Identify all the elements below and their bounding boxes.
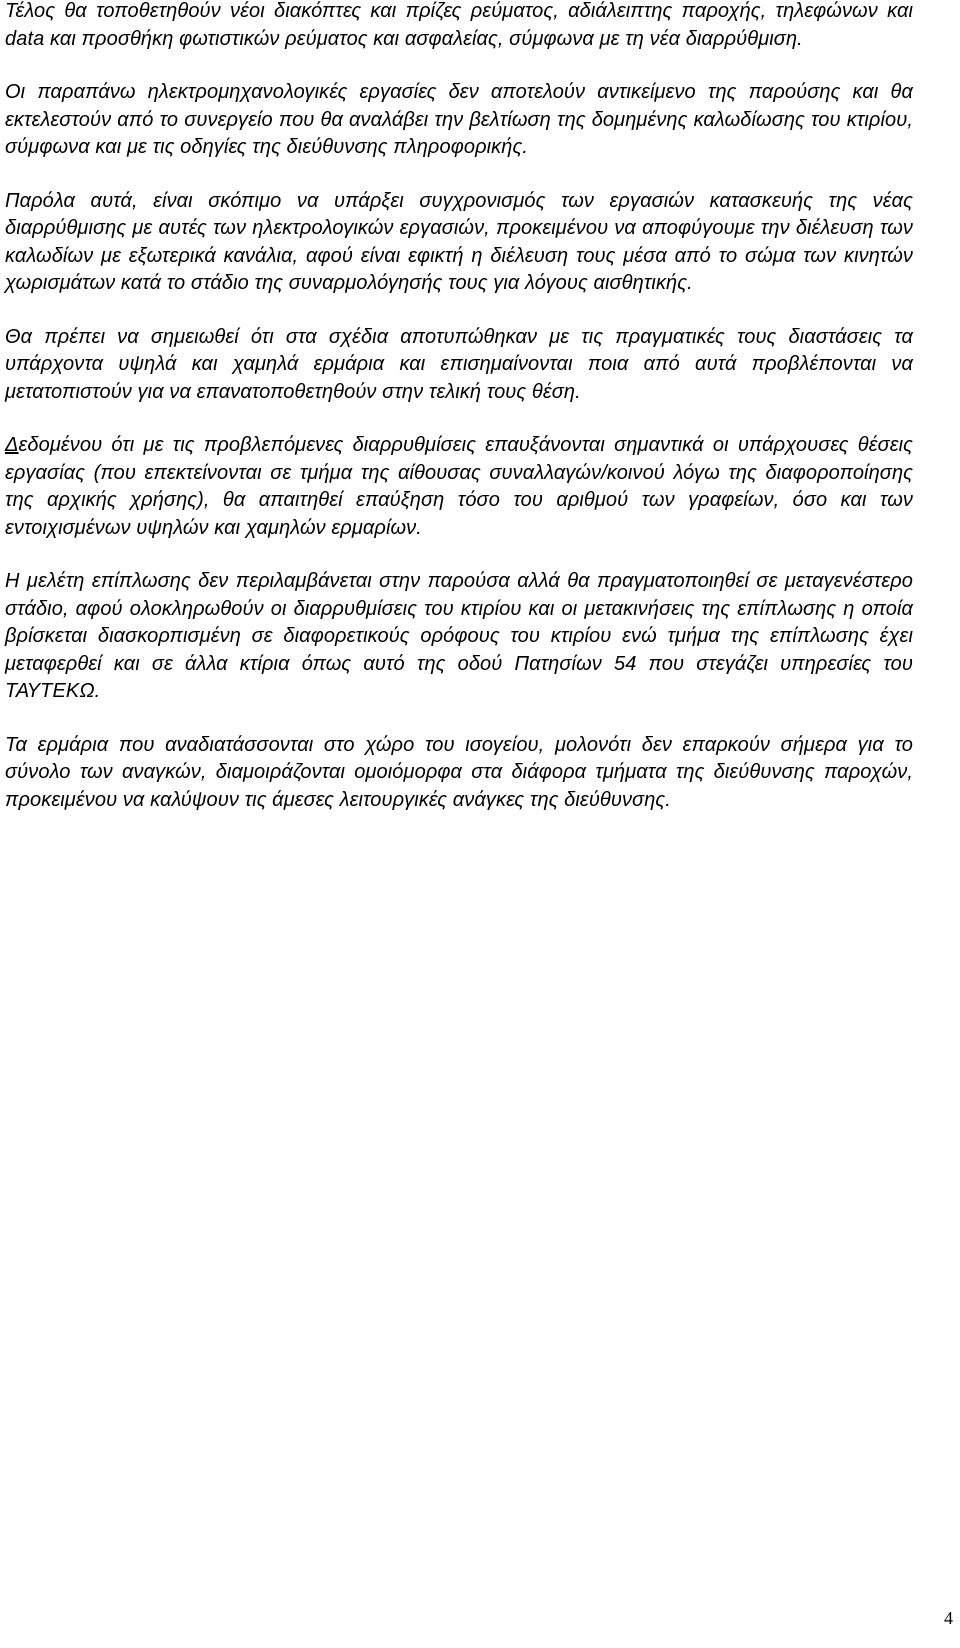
paragraph-6: Η μελέτη επίπλωσης δεν περιλαμβάνεται στην παρούσα αλλά θα πραγματοποιηθεί σε μεταγενέστερο στάδιο, αφού ολοκληρωθούν οι διαρρυθμίσεις του κτιρίου και οι μετακινήσεις της επίπλωσης η οποία βρίσκεται διασκορπισμένη σε διαφορετικούς ορόφους του κτιρίου ενώ τμήμα της επίπλωσης έχει μεταφερθεί και σε άλλα κτίρια όπως αυτό της οδού Πατησίων 54 που στεγάζει υπηρεσίες του ΤΑΥΤΕΚΩ. — [5, 570, 913, 702]
document-page — [5, 0, 913, 814]
paragraph-5-underlined-initial: Δ — [5, 434, 19, 456]
paragraph-7: Τα ερμάρια που αναδιατάσσονται στο χώρο του ισογείου, μολονότι δεν επαρκούν σήμερα για το σύνολο των αναγκών, διαμοιράζονται ομοιόμορφα στα διάφορα τμήματα της διεύθυνσης παροχών, προκειμένου να καλύψουν τις άμεσες λειτουργικές ανάγκες της διεύθυνσης. — [5, 733, 913, 811]
paragraph-4: Θα πρέπει να σημειωθεί ότι στα σχέδια αποτυπώθηκαν με τις πραγματικές τους διαστάσεις τα υπάρχοντα υψηλά και χαμηλά ερμάρια και επισημαίνονται ποια από αυτά προβλέπονται να μετατοπιστούν για να επανατοποθετηθούν στην τελική τους θέση. — [5, 325, 913, 403]
paragraph-1: Τέλος θα τοποθετηθούν νέοι διακόπτες και πρίζες ρεύματος, αδιάλειπτης παροχής, τηλεφώνων και data και προσθήκη φωτιστικών ρεύματος και ασφαλείας, σύμφωνα με τη νέα διαρρύθμιση. — [5, 0, 913, 50]
paragraph-2: Οι παραπάνω ηλεκτρομηχανολογικές εργασίες δεν αποτελούν αντικείμενο της παρούσης και θα εκτελεστούν από το συνεργείο που θα αναλάβει την βελτίωση της δομημένης καλωδίωσης του κτιρίου, σύμφωνα και με τις οδηγίες της διεύθυνσης πληροφορικής. — [5, 81, 913, 158]
page-number: 4 — [944, 1608, 953, 1628]
paragraph-5-text: εδομένου ότι με τις προβλεπόμενες διαρρυθμίσεις επαυξάνονται σημαντικά οι υπάρχουσες θέσεις εργασίας (που επεκτείνονται σε τμήμα της αίθουσας συναλλαγών/κοινού λόγω της διαφοροποίησης της αρχικής χρήσης), θα απαιτηθεί επαύξηση τόσο του αριθμού των γραφείων, όσο και των εντοιχισμένων υψηλών και χαμηλών ερμαρίων. — [5, 434, 913, 539]
paragraph-5 — [5, 432, 913, 542]
paragraph-3: Παρόλα αυτά, είναι σκόπιμο να υπάρξει συγχρονισμός των εργασιών κατασκευής της νέας διαρρύθμισης με αυτές των ηλεκτρολογικών εργασιών, προκειμένου να αποφύγουμε την διέλευση των καλωδίων με εξωτερικά κανάλια, αφού είναι εφικτή η διέλευση τους μέσα από το σώμα των κινητών χωρισμάτων κατά το στάδιο της συναρμολόγησής τους για λόγους αισθητικής. — [5, 189, 913, 294]
